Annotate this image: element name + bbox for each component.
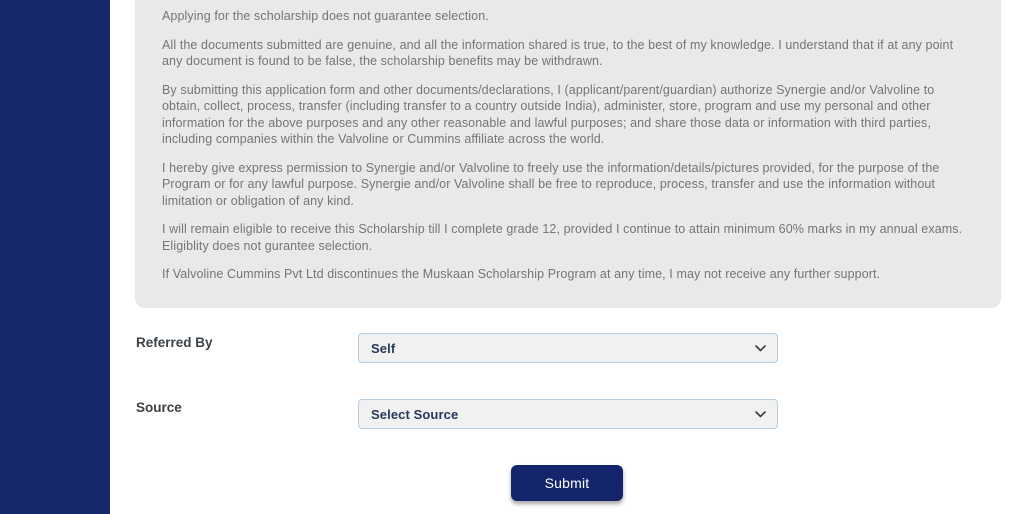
terms-paragraph: I hereby give express permission to Synergie and/or Valvoline to freely use the information/details/pictures provided, for the purpose of the Program or for any lawful purpose. Synergie and/or Valvoline shall be free to reproduce, process, transfer and use the information without limitation or obligation of any kind.	[162, 160, 940, 208]
terms-paragraph: Applying for the scholarship does not guarantee selection.	[162, 9, 489, 23]
referred-by-select[interactable]	[358, 333, 778, 363]
chevron-down-icon	[755, 411, 766, 418]
terms-paragraph: If Valvoline Cummins Pvt Ltd discontinues the Muskaan Scholarship Program at any time, I may not receive any further support.	[162, 267, 881, 281]
terms-paragraph: All the documents submitted are genuine, and all the information shared is true, to the best of my knowledge. I understand that if at any point any document is found to be false, the scholarship benefits may be withdrawn.	[162, 37, 954, 68]
referred-by-selected-value: Self	[371, 340, 396, 356]
referred-by-label: Referred By	[136, 335, 213, 350]
terms-paragraph: I will remain eligible to receive this Scholarship till I complete grade 12, provided I continue to attain minimum 60% marks in my annual exams. Eligiblity does not gurantee selection.	[162, 222, 963, 253]
submit-button[interactable]: Submit	[511, 465, 623, 501]
terms-paragraph: By submitting this application form and other documents/declarations, I (applicant/parent/guardian) authorize Synergie and/or Valvoline to obtain, collect, process, transfer (including transfer to a country outside India), administer, store, program and use my personal and other information for the above purposes and any other reasonable and lawful purposes; and share those data or information with third parties, including companies within the Valvoline or Cummins affiliate across the world.	[162, 82, 935, 146]
terms-declaration-box	[135, 0, 1001, 308]
chevron-down-icon	[755, 345, 766, 352]
source-select[interactable]	[358, 399, 778, 429]
source-label: Source	[136, 400, 182, 415]
source-selected-value: Select Source	[371, 406, 459, 422]
left-sidebar-band	[0, 0, 110, 514]
